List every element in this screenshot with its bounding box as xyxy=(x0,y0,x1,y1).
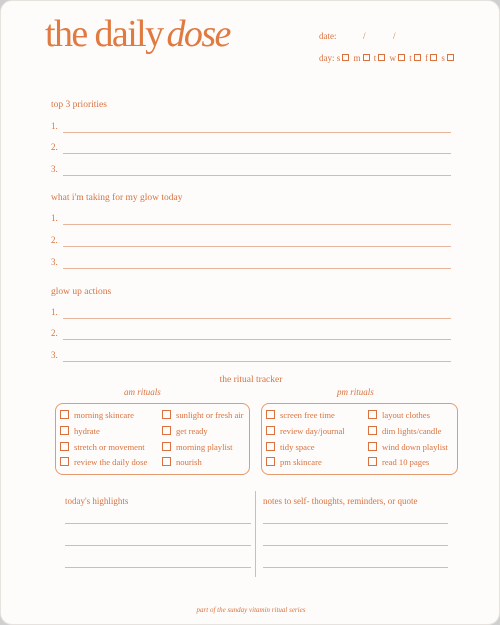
checkbox[interactable] xyxy=(162,442,171,451)
footer-tagline: part of the sunday vitamin ritual series xyxy=(196,606,306,614)
day-letter: t xyxy=(373,53,377,63)
line-number: 3. xyxy=(51,257,58,267)
write-line xyxy=(63,153,451,154)
day-letter: m xyxy=(353,53,361,63)
pm-ritual-item[interactable]: review day/journal xyxy=(266,426,345,436)
page-title xyxy=(45,15,230,53)
write-line xyxy=(63,224,451,225)
write-line xyxy=(63,318,451,319)
line-number: 1. xyxy=(51,213,58,223)
pm-ritual-item[interactable]: tidy space xyxy=(266,442,315,452)
day-checkbox[interactable] xyxy=(414,54,421,61)
line-number: 1. xyxy=(51,121,58,131)
date-separator: / xyxy=(363,31,366,41)
date-field[interactable] xyxy=(319,31,396,41)
notes-line[interactable] xyxy=(263,545,448,546)
pm-ritual-item[interactable]: pm skincare xyxy=(266,457,322,467)
glow-intake-line[interactable] xyxy=(51,257,451,269)
checkbox[interactable] xyxy=(368,457,377,466)
line-number: 2. xyxy=(51,235,58,245)
write-line xyxy=(63,268,451,269)
pm-ritual-item[interactable]: layout clothes xyxy=(368,410,430,420)
title-plain: the daily xyxy=(45,13,163,55)
priorities-heading: top 3 priorities xyxy=(51,100,107,110)
checkbox[interactable] xyxy=(60,410,69,419)
highlights-heading: today's highlights xyxy=(65,496,129,506)
day-letter: s xyxy=(441,53,445,63)
line-number: 3. xyxy=(51,164,58,174)
day-checkbox[interactable] xyxy=(430,54,437,61)
am-ritual-item[interactable]: morning playlist xyxy=(162,442,233,452)
glow-actions-heading: glow up actions xyxy=(51,287,112,297)
am-ritual-item[interactable]: review the daily dose xyxy=(60,457,147,467)
pm-ritual-item[interactable]: screen free time xyxy=(266,410,335,420)
am-ritual-item[interactable]: morning skincare xyxy=(60,410,134,420)
checkbox[interactable] xyxy=(60,426,69,435)
day-letter: f xyxy=(425,53,429,63)
line-number: 2. xyxy=(51,328,58,338)
day-checkbox[interactable] xyxy=(378,54,385,61)
checkbox[interactable] xyxy=(162,426,171,435)
checkbox[interactable] xyxy=(266,410,275,419)
column-divider xyxy=(255,491,256,577)
notes-heading: notes to self- thoughts, reminders, or quote xyxy=(263,496,418,506)
write-line xyxy=(63,132,451,133)
pm-ritual-item[interactable]: wind down playlist xyxy=(368,442,448,452)
glow-action-line[interactable] xyxy=(51,328,451,340)
line-number: 1. xyxy=(51,307,58,317)
day-label: day: xyxy=(319,53,335,63)
line-number: 2. xyxy=(51,142,58,152)
highlights-line[interactable] xyxy=(65,523,251,524)
priority-line[interactable] xyxy=(51,121,451,133)
checkbox[interactable] xyxy=(60,457,69,466)
write-line xyxy=(63,339,451,340)
checkbox[interactable] xyxy=(162,457,171,466)
write-line xyxy=(63,175,451,176)
checkbox[interactable] xyxy=(266,457,275,466)
checkbox[interactable] xyxy=(60,442,69,451)
am-ritual-item[interactable]: nourish xyxy=(162,457,202,467)
am-ritual-item[interactable]: sunlight or fresh air xyxy=(162,410,244,420)
am-ritual-item[interactable]: get ready xyxy=(162,426,208,436)
date-label: date: xyxy=(319,31,337,41)
checkbox[interactable] xyxy=(266,426,275,435)
notes-line[interactable] xyxy=(263,523,448,524)
checkbox[interactable] xyxy=(162,410,171,419)
line-number: 3. xyxy=(51,350,58,360)
pm-rituals-box xyxy=(261,403,458,475)
write-line xyxy=(63,246,451,247)
glow-intake-heading: what i'm taking for my glow today xyxy=(51,193,183,203)
pm-ritual-item[interactable]: read 10 pages xyxy=(368,457,429,467)
day-checkbox[interactable] xyxy=(342,54,349,61)
ritual-tracker-title: the ritual tracker xyxy=(219,375,283,385)
glow-intake-line[interactable] xyxy=(51,235,451,247)
date-separator: / xyxy=(393,31,396,41)
day-checkbox[interactable] xyxy=(398,54,405,61)
day-letter: t xyxy=(409,53,412,63)
glow-action-line[interactable] xyxy=(51,307,451,319)
priority-line[interactable] xyxy=(51,164,451,176)
checkbox[interactable] xyxy=(368,426,377,435)
checkbox[interactable] xyxy=(368,442,377,451)
notes-line[interactable] xyxy=(263,567,448,568)
write-line xyxy=(63,361,451,362)
day-checkbox[interactable] xyxy=(363,54,370,61)
am-ritual-item[interactable]: hydrate xyxy=(60,426,100,436)
am-rituals-box xyxy=(55,403,250,475)
pm-rituals-heading: pm rituals xyxy=(337,387,374,397)
am-ritual-item[interactable]: stretch or movement xyxy=(60,442,145,452)
checkbox[interactable] xyxy=(368,410,377,419)
checkbox[interactable] xyxy=(266,442,275,451)
glow-action-line[interactable] xyxy=(51,350,451,362)
day-letter: w xyxy=(389,53,397,63)
pm-ritual-item[interactable]: dim lights/candle xyxy=(368,426,441,436)
glow-intake-line[interactable] xyxy=(51,213,451,225)
highlights-line[interactable] xyxy=(65,567,251,568)
highlights-line[interactable] xyxy=(65,545,251,546)
day-checkbox[interactable] xyxy=(447,54,454,61)
day-selector xyxy=(319,53,456,63)
priority-line[interactable] xyxy=(51,142,451,154)
day-letter: s xyxy=(336,53,341,63)
title-italic: dose xyxy=(166,13,230,55)
am-rituals-heading: am rituals xyxy=(124,387,161,397)
